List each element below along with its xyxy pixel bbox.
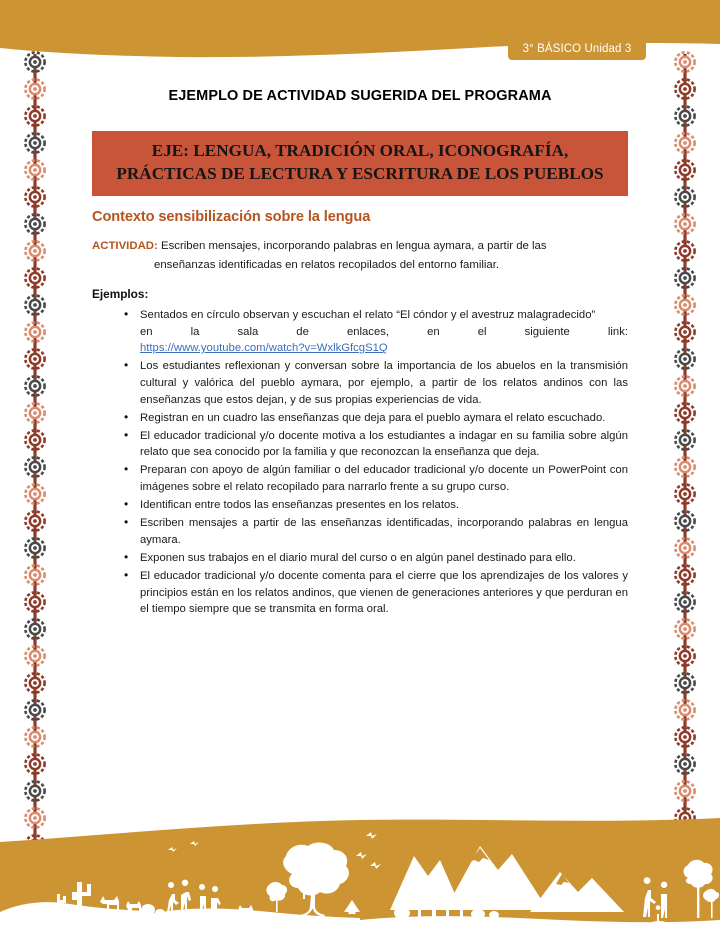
- right-ornament-border: [668, 48, 702, 864]
- left-ornament-border: [18, 48, 52, 864]
- list-item: • El educador tradicional y/o docente motiva a los estudiantes a indagar en su familia sobre algún relato que sea conocido por la familia y que reconozcan la enseñanza que deja.: [140, 428, 628, 461]
- context-title: Contexto sensibilización sobre la lengua: [92, 209, 371, 226]
- list-item: • Escriben mensajes a partir de las enseñanzas identificadas, incorporando palabras en lengua aymara.: [140, 515, 628, 548]
- bottom-andean-landscape: [0, 814, 720, 932]
- list-item: • Preparan con apoyo de algún familiar o del educador tradicional y/o docente un PowerPoint con imágenes sobre el relato recopilado para narrarlo frente a su grupo curso.: [140, 462, 628, 495]
- examples-title: Ejemplos:: [92, 287, 149, 302]
- youtube-link[interactable]: https://www.youtube.com/watch?v=WxlkGfcgS1Q: [140, 342, 388, 355]
- list-item: • Los estudiantes reflexionan y conversan sobre la importancia de los abuelos en la transmisión cultural y valórica del pueblo aymara, por ejemplo, a partir de los relatos andinos con las enseñanzas que estos dejan, y de sus propias experiencias de vida.: [140, 358, 628, 408]
- list-item: • Identifican entre todos las enseñanzas presentes en los relatos.: [140, 497, 628, 514]
- list-item: • Registran en un cuadro las enseñanzas que deja para el pueblo aymara el relato escuchado.: [140, 410, 628, 427]
- activity-text-line-2: enseñanzas identificadas en relatos recopilados del entorno familiar.: [154, 258, 500, 271]
- examples-list: [92, 307, 628, 618]
- list-item: • El educador tradicional y/o docente comenta para el cierre que los aprendizajes de los valores y principios están en los relatos andinos, que vienen de generaciones anteriores y que perduran en el tiempo siempre que se transmita en forma oral.: [140, 568, 628, 618]
- list-item: [140, 307, 628, 357]
- list-item: • Exponen sus trabajos en el diario mural del curso o en algún panel destinado para ello.: [140, 550, 628, 567]
- example-1-text: Sentados en círculo observan y escuchan el relato “El cóndor y el avestruz malagradecido”: [140, 309, 596, 322]
- activity-text-line-1: Escriben mensajes, incorporando palabras en lengua aymara, a partir de las: [160, 240, 547, 253]
- eje-line-1: EJE: LENGUA, TRADICIÓN ORAL, ICONOGRAFÍA,: [151, 141, 569, 160]
- main-content: [92, 0, 628, 619]
- document-kicker: EJEMPLO DE ACTIVIDAD SUGERIDA DEL PROGRAMA: [168, 88, 552, 104]
- unit-badge: 3° BÁSICO Unidad 3: [508, 38, 646, 60]
- activity-label: ACTIVIDAD:: [92, 240, 158, 253]
- activity-block: [92, 238, 628, 274]
- eje-line-2: PRÁCTICAS DE LECTURA Y ESCRITURA DE LOS PUEBLOS: [116, 163, 604, 183]
- example-1-spread-text: en la sala de enlaces, en el siguiente link:: [140, 325, 628, 338]
- eje-banner: [92, 131, 628, 196]
